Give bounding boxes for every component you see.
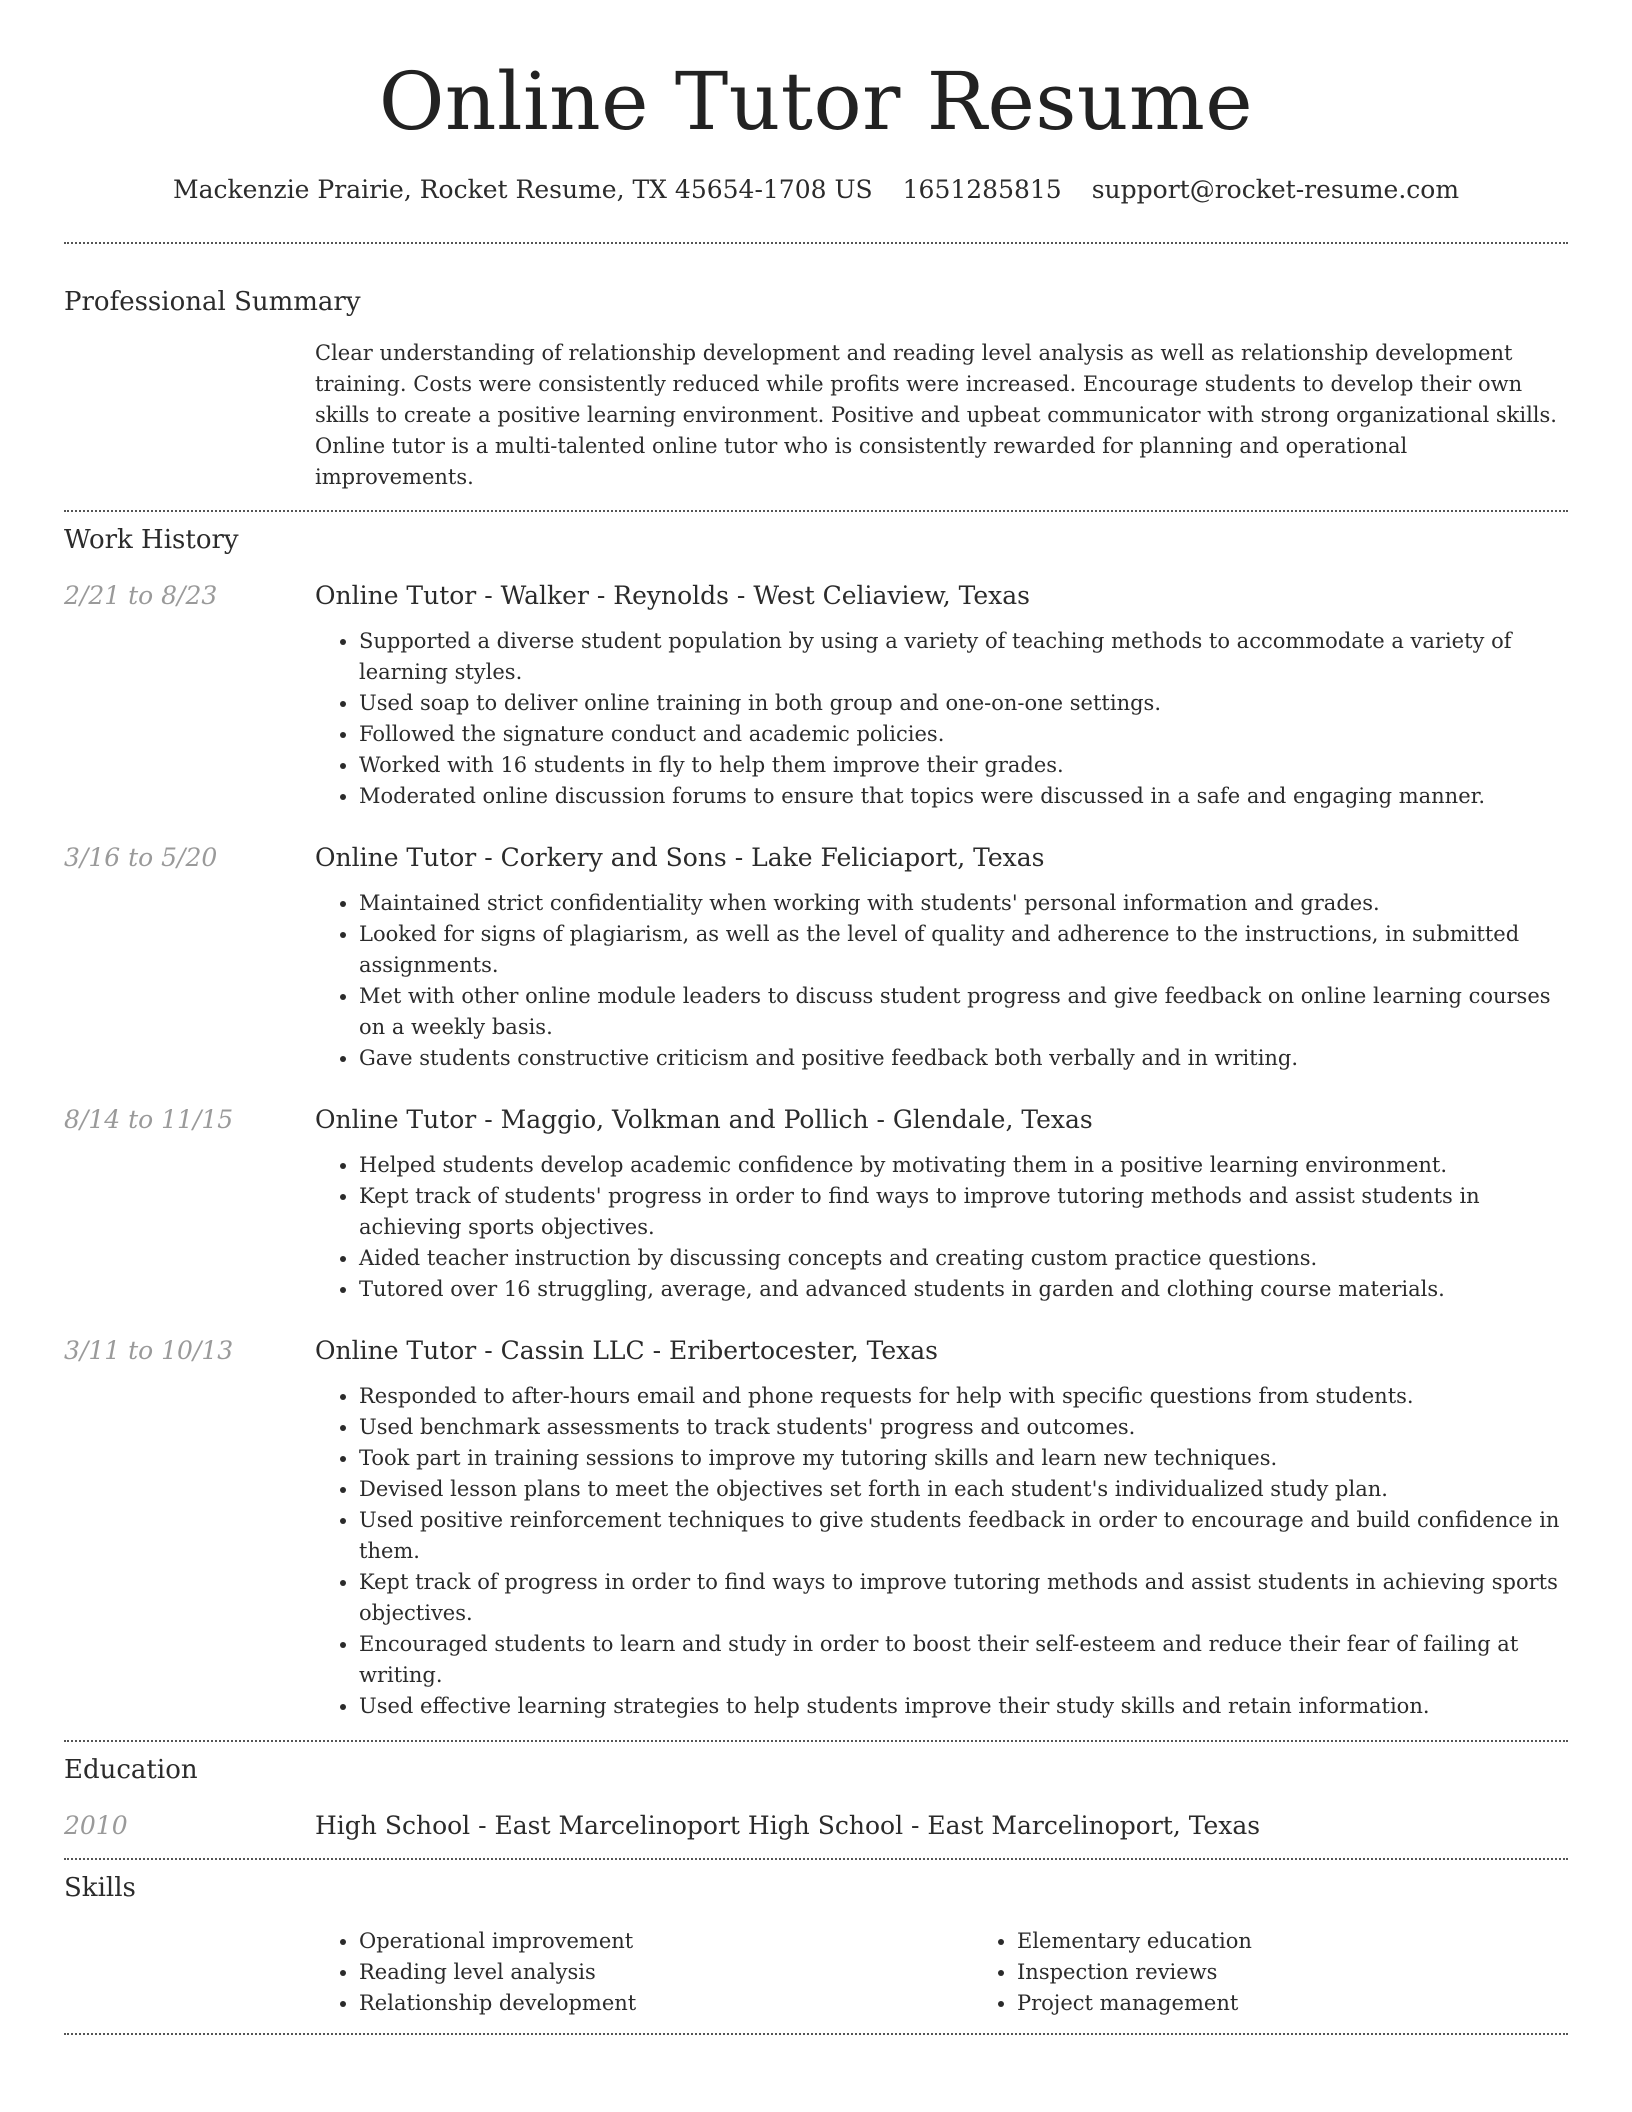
list-item: • Worked with 16 students in fly to help them improve their grades.: [359, 750, 1568, 781]
job-entry: [64, 840, 1568, 1074]
job-dates: 3/11 to 10/13: [64, 1336, 234, 1365]
contact-email: support@rocket-resume.com: [1091, 175, 1460, 204]
list-item: • Moderated online discussion forums to ensure that topics were discussed in a safe and engaging manner.: [359, 781, 1568, 812]
divider: [64, 242, 1568, 244]
job-entry: [64, 1102, 1568, 1305]
list-item: • Used benchmark assessments to track students' progress and outcomes.: [359, 1412, 1568, 1443]
contact-address: Mackenzie Prairie, Rocket Resume, TX 45654-1708 US: [172, 175, 873, 204]
summary-heading: Professional Summary: [64, 287, 361, 317]
job-title: Online Tutor - Walker - Reynolds - West Celiaview, Texas: [315, 581, 1031, 610]
job-entry: [64, 578, 1568, 812]
skills-list: [973, 1926, 1631, 2019]
summary-row: [64, 338, 1568, 493]
divider: [64, 2033, 1568, 2035]
job-entry: [64, 1333, 1568, 1722]
education-title: High School - East Marcelinoport High School - East Marcelinoport, Texas: [315, 1811, 1261, 1840]
list-item: • Encouraged students to learn and study in order to boost their self-esteem and reduce their fear of failing at writing.: [359, 1629, 1568, 1691]
job-title: Online Tutor - Maggio, Volkman and Pollich - Glendale, Texas: [315, 1105, 1093, 1134]
list-item: • Gave students constructive criticism and positive feedback both verbally and in writing.: [359, 1043, 1568, 1074]
job-dates: 2/21 to 8/23: [64, 581, 218, 610]
list-item: • Looked for signs of plagiarism, as well as the level of quality and adherence to the instructions, in submitted assignments.: [359, 919, 1568, 981]
list-item: • Tutored over 16 struggling, average, and advanced students in garden and clothing course materials.: [359, 1274, 1568, 1305]
list-item: • Kept track of students' progress in order to find ways to improve tutoring methods and assist students in achieving sports objectives.: [359, 1181, 1568, 1243]
list-item: • Took part in training sessions to improve my tutoring skills and learn new techniques.: [359, 1443, 1568, 1474]
resume-title: Online Tutor Resume: [378, 55, 1254, 148]
list-item: • Project management: [1017, 1988, 1631, 2019]
list-item: • Followed the signature conduct and academic policies.: [359, 719, 1568, 750]
divider: [64, 1858, 1568, 1860]
list-item: • Used positive reinforcement techniques to give students feedback in order to encourage and build confidence in them.: [359, 1505, 1568, 1567]
job-bullets: [315, 626, 1568, 812]
divider: [64, 1740, 1568, 1742]
list-item: • Maintained strict confidentiality when working with students' personal information and grades.: [359, 888, 1568, 919]
list-item: • Elementary education: [1017, 1926, 1631, 1957]
skills-list: [315, 1926, 973, 2019]
contact-phone: 1651285815: [902, 175, 1062, 204]
list-item: • Responded to after-hours email and phone requests for help with specific questions from students.: [359, 1381, 1568, 1412]
job-bullets: [315, 1381, 1568, 1722]
job-bullets: [315, 1150, 1568, 1305]
education-year: 2010: [64, 1811, 128, 1840]
job-bullets: [315, 888, 1568, 1074]
list-item: • Helped students develop academic confidence by motivating them in a positive learning environment.: [359, 1150, 1568, 1181]
education-heading: Education: [64, 1755, 198, 1785]
skills-heading: Skills: [64, 1873, 136, 1903]
list-item: • Used effective learning strategies to help students improve their study skills and retain information.: [359, 1691, 1568, 1722]
divider: [64, 510, 1568, 512]
list-item: • Met with other online module leaders to discuss student progress and give feedback on online learning courses on a weekly basis.: [359, 981, 1568, 1043]
job-title: Online Tutor - Corkery and Sons - Lake Feliciaport, Texas: [315, 843, 1045, 872]
list-item: • Reading level analysis: [359, 1957, 973, 1988]
resume-page: [64, 0, 1568, 2035]
skills-row: [64, 1926, 1568, 2019]
list-item: • Supported a diverse student population by using a variety of teaching methods to accommodate a variety of learning styles.: [359, 626, 1568, 688]
job-dates: 3/16 to 5/20: [64, 843, 218, 872]
list-item: • Aided teacher instruction by discussing concepts and creating custom practice questions.: [359, 1243, 1568, 1274]
list-item: • Relationship development: [359, 1988, 973, 2019]
list-item: • Inspection reviews: [1017, 1957, 1631, 1988]
list-item: • Devised lesson plans to meet the objectives set forth in each student's individualized study plan.: [359, 1474, 1568, 1505]
list-item: • Used soap to deliver online training in both group and one-on-one settings.: [359, 688, 1568, 719]
summary-text: Clear understanding of relationship development and reading level analysis as well as relationship development training. Costs were consistently reduced while profits were increased. Encourage students to develop their own skills to create a positive learning environment. Positive and upbeat communicator with strong organizational skills. Online tutor is a multi-talented online tutor who is consistently rewarded for planning and operational improvements.: [315, 341, 1557, 489]
work-history-heading: Work History: [64, 525, 239, 555]
list-item: • Operational improvement: [359, 1926, 973, 1957]
job-title: Online Tutor - Cassin LLC - Eribertocester, Texas: [315, 1336, 938, 1365]
list-item: • Kept track of progress in order to find ways to improve tutoring methods and assist students in achieving sports objectives.: [359, 1567, 1568, 1629]
job-dates: 8/14 to 11/15: [64, 1105, 234, 1134]
education-entry: [64, 1808, 1568, 1844]
contact-line: [64, 172, 1568, 208]
